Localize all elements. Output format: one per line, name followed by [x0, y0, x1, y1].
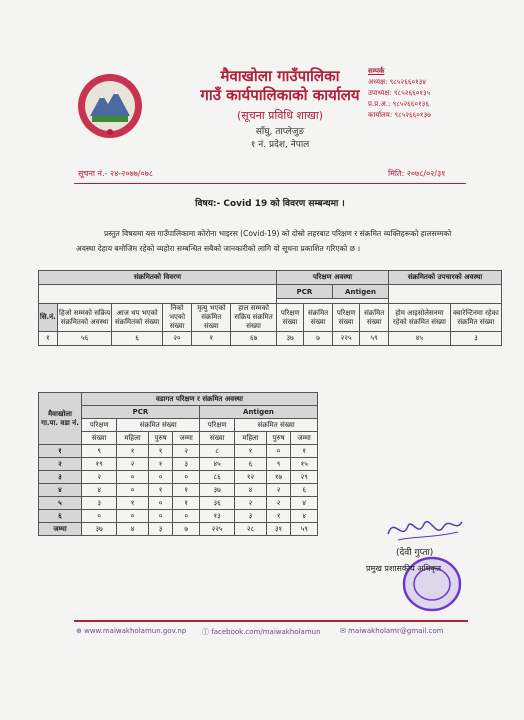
- cell: ९: [266, 458, 291, 471]
- pcr-header: PCR: [82, 406, 200, 419]
- cell: ०: [173, 471, 200, 484]
- municipality-logo: [76, 72, 144, 140]
- facebook-icon: ⓕ: [202, 628, 209, 636]
- spacer-cell: [389, 285, 502, 304]
- cell: ४: [291, 497, 318, 510]
- cell: ३: [148, 523, 173, 536]
- footer-rule: [74, 620, 468, 622]
- cell: ३७: [199, 484, 234, 497]
- ward-number: जम्मा: [39, 523, 82, 536]
- column-header: क्वारेन्टिनमा रहेका संक्रमित संख्या: [450, 304, 501, 332]
- reference-number: सूचना नं.- २४-२०७७/०७८: [78, 169, 153, 178]
- sub-header: जम्मा: [291, 432, 318, 445]
- cell: ३७: [276, 332, 303, 346]
- cell: २: [266, 484, 291, 497]
- column-header: हाल सम्मको सक्रिय संक्रमित संख्या: [231, 304, 277, 332]
- cell: २८: [235, 523, 266, 536]
- website-link[interactable]: www.maiwakholamun.gov.np: [84, 627, 187, 635]
- cell: ०: [173, 510, 200, 523]
- cell: २: [266, 497, 291, 510]
- cell: ०: [117, 510, 148, 523]
- cell: ४५: [199, 458, 234, 471]
- cell: २: [173, 445, 200, 458]
- cell: ३: [235, 510, 266, 523]
- cell: ९: [82, 445, 117, 458]
- mail-icon: ✉: [340, 627, 346, 635]
- body-paragraph: प्रस्तुत विषयमा यस गाउँपालिकामा कोरोना भाइरस (Covid-19) को दोस्रो लहरबाट परिक्षण र संक्रमित व्यक्तिहरूको हालसम्मको अवस्था देहाय बमोजिम रहेको व्यहोरा सम्बन्धित सबैको जानकारीको लागि यो सूचना प्रकाशित गरिएको छ ।: [76, 229, 452, 253]
- cell: ८: [199, 445, 234, 458]
- sub-header: महिला: [117, 432, 148, 445]
- contact-line: उपाध्यक्ष: ९८५२६६०१३५: [368, 89, 431, 97]
- signatory-name: (देवी गुप्ता): [396, 548, 434, 558]
- footer-facebook[interactable]: [202, 627, 321, 637]
- cell: ३: [450, 332, 501, 346]
- cell: ५६: [57, 332, 112, 346]
- cell: १: [148, 445, 173, 458]
- cell: ७: [173, 523, 200, 536]
- cell: ३: [173, 458, 200, 471]
- cell: ३१: [266, 523, 291, 536]
- table-row: [39, 458, 318, 471]
- ward-number: ३: [39, 471, 82, 484]
- spacer-cell: [39, 285, 277, 304]
- table-row: [39, 484, 318, 497]
- ward-table-title: वडागत परिक्षण र संक्रमित अवस्था: [82, 393, 318, 406]
- column-header: सि.नं.: [39, 304, 58, 332]
- cell: १: [117, 445, 148, 458]
- test-header: परिक्षण: [199, 419, 234, 432]
- infected-header: संक्रमित संख्या: [117, 419, 200, 432]
- group-header: परिक्षण अवस्था: [276, 271, 388, 285]
- cell: १५: [291, 458, 318, 471]
- cell: ४५: [389, 332, 451, 346]
- cell: १: [173, 484, 200, 497]
- table-row: [39, 471, 318, 484]
- infected-header: संक्रमित संख्या: [235, 419, 318, 432]
- ward-number: ४: [39, 484, 82, 497]
- column-header: आज थप भएको संक्रमितको संख्या: [112, 304, 162, 332]
- header-rule: [74, 183, 466, 184]
- cell: १: [39, 332, 58, 346]
- cell: १२: [235, 471, 266, 484]
- cell: ०: [82, 510, 117, 523]
- sub-header: जम्मा: [173, 432, 200, 445]
- email-link[interactable]: maiwakholamr@gmail.com: [348, 627, 444, 635]
- footer-email[interactable]: [340, 627, 444, 635]
- column-header: होम आइसोलेसनमा रहेको संक्रमित संख्या: [389, 304, 451, 332]
- column-header: मृत्यु भएको संक्रमित संख्या: [192, 304, 231, 332]
- cell: ५९: [291, 523, 318, 536]
- cell: ६: [235, 458, 266, 471]
- ward-number: ६: [39, 510, 82, 523]
- column-header: संक्रमित संख्या: [304, 304, 333, 332]
- sub-header: पुरुष: [266, 432, 291, 445]
- cell: २०: [162, 332, 192, 346]
- table-row: [39, 332, 502, 346]
- cell: ५९: [360, 332, 389, 346]
- sub-header: संख्या: [199, 432, 234, 445]
- contact-line: कार्यालय: ९८५२६६०१३७: [368, 111, 431, 119]
- group-header: संक्रमितको उपचारको अवस्था: [389, 271, 502, 285]
- ward-number: १: [39, 445, 82, 458]
- column-header: हिजो सम्मको सक्रिय संक्रमितको अवस्था: [57, 304, 112, 332]
- contact-line: अध्यक्ष: ९८५२६६०१३४: [368, 78, 427, 86]
- contact-block: [368, 66, 478, 121]
- column-header: परिक्षण संख्या: [276, 304, 303, 332]
- cell: २९: [291, 471, 318, 484]
- footer-website[interactable]: [76, 627, 186, 635]
- ward-table: [38, 392, 318, 536]
- cell: ३७: [82, 523, 117, 536]
- cell: ०: [266, 445, 291, 458]
- pcr-header: PCR: [276, 285, 332, 299]
- signatory-post: प्रमुख प्रशासकीय अधिकृत: [366, 564, 442, 573]
- handwritten-signature: [384, 512, 464, 548]
- cell: १: [291, 445, 318, 458]
- cell: ४: [291, 510, 318, 523]
- antigen-header: Antigen: [332, 285, 388, 299]
- cell: ३६: [199, 497, 234, 510]
- column-header: परिक्षण संख्या: [332, 304, 359, 332]
- cell: १: [148, 484, 173, 497]
- table-row: [39, 510, 318, 523]
- cell: ०: [117, 484, 148, 497]
- contact-line: प्र.प्र.अ.: ९८५२६६०१३६: [368, 100, 429, 108]
- sub-header: संख्या: [82, 432, 117, 445]
- cell: १: [235, 445, 266, 458]
- cell: २: [235, 497, 266, 510]
- sub-header: महिला: [235, 432, 266, 445]
- table-row: [39, 497, 318, 510]
- column-header: निको भएको संख्या: [162, 304, 192, 332]
- ward-number: २: [39, 458, 82, 471]
- cell: १: [266, 510, 291, 523]
- cell: ६: [291, 484, 318, 497]
- cell: ०: [148, 497, 173, 510]
- cell: ७: [304, 332, 333, 346]
- test-header: परिक्षण: [82, 419, 117, 432]
- sub-header: पुरुष: [148, 432, 173, 445]
- section-name: (सूचना प्रविधि शाखा): [237, 109, 323, 122]
- cell: ०: [148, 471, 173, 484]
- cell: २२५: [199, 523, 234, 536]
- cell: १३: [199, 510, 234, 523]
- table-row: [39, 523, 318, 536]
- group-header: संक्रमितको विवरण: [39, 271, 277, 285]
- contact-title: सम्पर्क: [368, 67, 385, 75]
- cell: ६७: [231, 332, 277, 346]
- cell: १९: [82, 458, 117, 471]
- province: १ नं. प्रदेश, नेपाल: [250, 140, 310, 150]
- cell: २२५: [332, 332, 359, 346]
- cell: ४: [82, 484, 117, 497]
- antigen-header: Antigen: [199, 406, 317, 419]
- cell: ६: [112, 332, 162, 346]
- cell: २: [82, 471, 117, 484]
- cell: १: [117, 497, 148, 510]
- cell: ०: [117, 471, 148, 484]
- ward-number: ५: [39, 497, 82, 510]
- cell: १७: [266, 471, 291, 484]
- cell: १: [192, 332, 231, 346]
- column-header: संक्रमित संख्या: [360, 304, 389, 332]
- subject-line: विषय:- Covid 19 को विवरण सम्बन्धमा ।: [195, 199, 345, 209]
- office-name: गाउँ कार्यपालिकाको कार्यालय: [200, 86, 360, 104]
- municipality-name: मैवाखोला गाउँपालिका: [220, 67, 340, 85]
- ward-header: मैवाखोला गा.पा. वडा नं.: [39, 393, 82, 445]
- summary-table: [38, 270, 502, 346]
- address: साँघु, ताप्लेजुङ: [255, 127, 305, 137]
- table-row: [39, 445, 318, 458]
- document-date: मिति: २०७८/०२/३१: [388, 169, 446, 178]
- cell: १: [173, 497, 200, 510]
- cell: ८६: [199, 471, 234, 484]
- globe-icon: ⊕: [76, 627, 82, 635]
- facebook-link[interactable]: facebook.com/maiwakholamun: [211, 628, 321, 636]
- cell: ४: [235, 484, 266, 497]
- cell: ३: [82, 497, 117, 510]
- cell: ०: [148, 510, 173, 523]
- cell: ४: [117, 523, 148, 536]
- cell: २: [117, 458, 148, 471]
- cell: १: [148, 458, 173, 471]
